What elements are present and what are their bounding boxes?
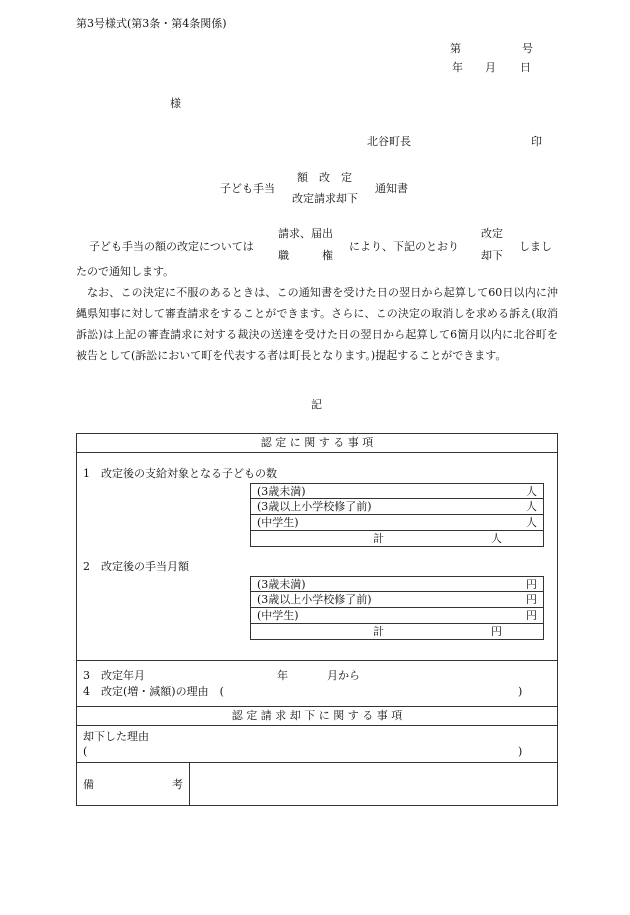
amount-row <box>250 576 544 592</box>
children-row-unit: 人 <box>526 485 537 498</box>
item-revision-reason: 4 改定(増・減額)の理由 ( <box>83 685 224 698</box>
rejection-reason-label: 却下した理由 <box>83 730 149 743</box>
rejection-reason-close: ) <box>518 745 523 758</box>
divider <box>76 660 558 661</box>
form-title: 第3号様式(第3条・第4条関係) <box>76 17 227 30</box>
divider <box>76 725 558 726</box>
section-rejection-title: 認 定 請 求 却 下 に 関 す る 事 項 <box>231 709 403 722</box>
appeal-text: なお、この決定に不服のあるときは、この通知書を受けた日の翌日から起算して60日以内に沖縄県知事に対して審査請求をすることができます。さらに、この決定の取消しを求める訴え(取消訴訟)は上記の審査請求に対する裁決の送達を受けた日の翌日から起算して6箇月以内に北谷町を被告として(訴訟において町を代表する者は町長となります。)提起することができます。 <box>76 286 558 362</box>
number-suffix: 号 <box>522 42 533 55</box>
intro-middle: により、下記のとおり <box>349 240 459 253</box>
rejection-reason-open: ( <box>83 745 88 758</box>
intro-option-request: 請求、届出 <box>278 227 333 240</box>
children-total-row <box>250 531 544 547</box>
date-month: 月 <box>485 61 496 74</box>
appeal-paragraph <box>76 282 558 366</box>
notice-title-option-rejection: 改定請求却下 <box>292 192 358 205</box>
number-prefix: 第 <box>450 42 461 55</box>
date-day: 日 <box>520 61 531 74</box>
children-row <box>250 499 544 515</box>
date-year: 年 <box>452 61 463 74</box>
amount-row-label: (中学生) <box>257 609 299 622</box>
intro-end: しまし <box>519 240 552 253</box>
amount-total-label: 計 <box>373 625 384 638</box>
revision-month-unit: 月から <box>327 669 360 682</box>
amount-total-unit: 円 <box>491 625 502 638</box>
amount-total-row <box>250 624 544 640</box>
amount-row-label: (3歳以上小学校修了前) <box>257 593 372 606</box>
notice-title-prefix: 子ども手当 <box>220 182 275 195</box>
children-row-label: (3歳以上小学校修了前) <box>257 500 372 513</box>
remarks-label-right: 考 <box>172 778 183 791</box>
intro-continuation: たので通知します。 <box>76 265 175 278</box>
notice-title-option-revision: 額 改 定 <box>297 171 352 184</box>
issuer-name: 北谷町長 <box>367 135 411 148</box>
intro-option-revise: 改定 <box>481 227 503 240</box>
intro-start: 子ども手当の額の改定については <box>89 240 254 253</box>
children-row-unit: 人 <box>526 516 537 529</box>
intro-option-ex-officio: 職 権 <box>278 249 333 262</box>
section-approval-title: 認 定 に 関 す る 事 項 <box>260 436 374 449</box>
divider <box>76 706 558 707</box>
intro-option-reject: 却下 <box>481 249 503 262</box>
remarks-label-left: 備 <box>83 778 94 791</box>
amount-row <box>250 592 544 608</box>
ki-heading: 記 <box>311 398 322 411</box>
children-row-label: (3歳未満) <box>257 485 306 498</box>
amount-row-unit: 円 <box>526 609 537 622</box>
children-total-label: 計 <box>373 532 384 545</box>
amount-row-label: (3歳未満) <box>257 578 306 591</box>
children-total-unit: 人 <box>491 532 502 545</box>
divider <box>76 762 558 763</box>
notice-title-suffix: 通知書 <box>375 182 408 195</box>
amount-row <box>250 608 544 624</box>
remarks-divider <box>189 762 190 806</box>
amount-row-unit: 円 <box>526 578 537 591</box>
children-row <box>250 483 544 499</box>
revision-reason-close: ) <box>518 685 523 698</box>
children-row-label: (中学生) <box>257 516 299 529</box>
revision-year-unit: 年 <box>277 669 288 682</box>
children-row <box>250 515 544 531</box>
seal-mark: 印 <box>531 135 542 148</box>
item-children-count: 1 改定後の支給対象となる子どもの数 <box>83 467 277 480</box>
children-row-unit: 人 <box>526 500 537 513</box>
divider <box>76 452 558 453</box>
addressee-honorific: 様 <box>170 97 181 110</box>
item-monthly-amount: 2 改定後の手当月額 <box>83 560 189 573</box>
amount-row-unit: 円 <box>526 593 537 606</box>
item-revision-month: 3 改定年月 <box>83 669 145 682</box>
